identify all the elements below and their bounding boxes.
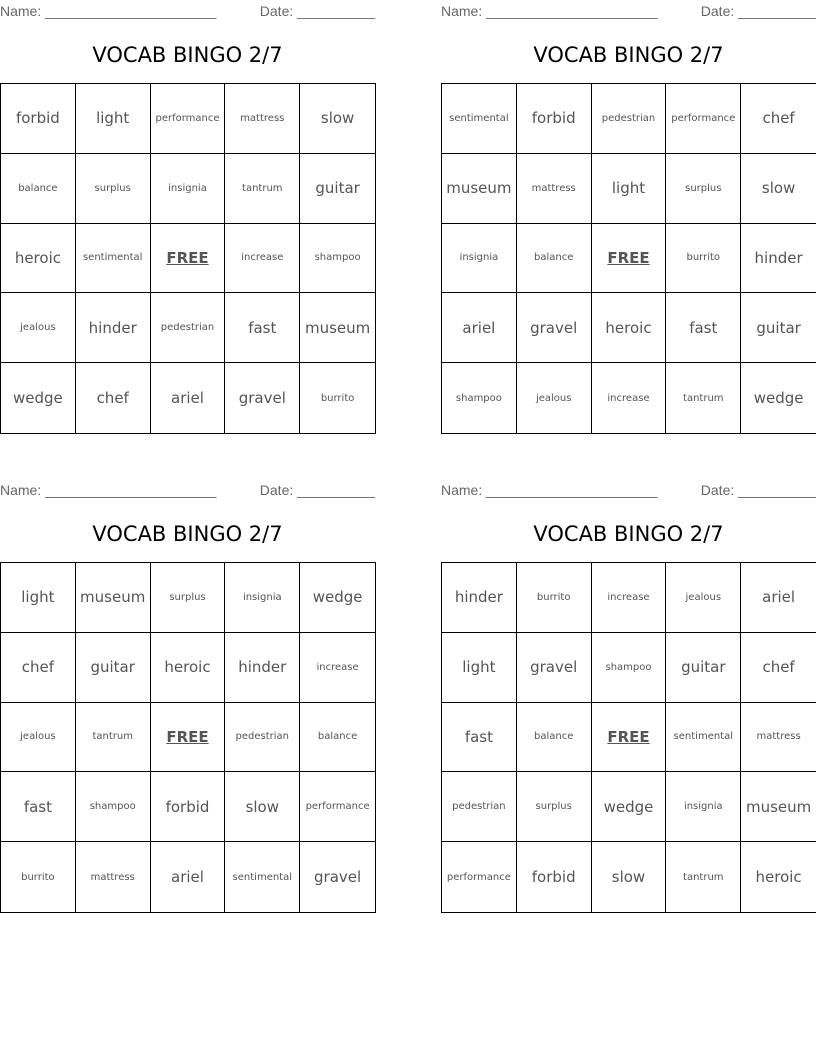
bingo-cell: heroic bbox=[151, 633, 226, 703]
bingo-cell: fast bbox=[666, 293, 741, 363]
bingo-cell: jealous bbox=[517, 363, 592, 433]
date-field: Date: __________ bbox=[259, 3, 375, 19]
bingo-cell: slow bbox=[300, 84, 375, 154]
bingo-cell: heroic bbox=[755, 868, 802, 887]
bingo-cell: jealous bbox=[1, 293, 76, 363]
free-space: FREE bbox=[151, 703, 226, 773]
bingo-cell: fast bbox=[442, 703, 517, 773]
bingo-cell: forbid bbox=[1, 84, 76, 154]
bingo-cell: light bbox=[76, 84, 151, 154]
bingo-cell: hinder bbox=[741, 224, 816, 294]
bingo-cell: tantrum bbox=[76, 703, 151, 773]
bingo-cell: pedestrian bbox=[592, 84, 667, 154]
bingo-cell: mattress bbox=[225, 84, 300, 154]
bingo-cell: gravel bbox=[517, 633, 592, 703]
bingo-cell: sentimental bbox=[666, 703, 741, 773]
bingo-cell: light bbox=[442, 633, 517, 703]
bingo-cell: surplus bbox=[76, 154, 151, 224]
bingo-cell: tantrum bbox=[666, 363, 741, 433]
bingo-cell: balance bbox=[300, 703, 375, 773]
bingo-cell: ariel bbox=[151, 363, 226, 433]
bingo-cell: sentimental bbox=[76, 224, 151, 294]
card-header bbox=[441, 0, 816, 22]
card-title: VOCAB BINGO 2/7 bbox=[92, 522, 283, 546]
bingo-cell: increase bbox=[592, 363, 667, 433]
bingo-cell: surplus bbox=[517, 772, 592, 842]
bingo-cell: mattress bbox=[741, 703, 816, 773]
card-title: VOCAB BINGO 2/7 bbox=[533, 522, 724, 546]
bingo-cell: museum bbox=[442, 154, 517, 224]
bingo-cell: insignia bbox=[151, 154, 226, 224]
bingo-cell: pedestrian bbox=[442, 772, 517, 842]
bingo-cell: chef bbox=[741, 84, 816, 154]
bingo-cell: balance bbox=[1, 154, 76, 224]
bingo-cell: sentimental bbox=[225, 842, 300, 912]
bingo-cell: chef bbox=[741, 633, 816, 703]
bingo-cell: fast bbox=[1, 772, 76, 842]
date-field: Date: __________ bbox=[259, 482, 375, 498]
bingo-grid bbox=[0, 562, 376, 913]
card-title: VOCAB BINGO 2/7 bbox=[92, 43, 283, 67]
bingo-cell: chef bbox=[76, 363, 151, 433]
card-header bbox=[0, 479, 375, 501]
bingo-cell: surplus bbox=[151, 563, 226, 633]
bingo-cell: slow bbox=[592, 842, 667, 912]
bingo-cell: hinder bbox=[76, 293, 151, 363]
bingo-cell: tantrum bbox=[666, 842, 741, 912]
bingo-cell: performance bbox=[442, 842, 517, 912]
bingo-cell: balance bbox=[517, 224, 592, 294]
bingo-grid bbox=[441, 562, 816, 913]
bingo-cell: shampoo bbox=[442, 363, 517, 433]
bingo-cell: forbid bbox=[517, 84, 592, 154]
bingo-cell: insignia bbox=[442, 224, 517, 294]
bingo-cell: balance bbox=[517, 703, 592, 773]
name-field: Name: ______________________ bbox=[441, 3, 658, 19]
date-field: Date: __________ bbox=[700, 3, 816, 19]
bingo-cell: performance bbox=[151, 84, 226, 154]
bingo-grid bbox=[441, 83, 816, 434]
bingo-cell: wedge bbox=[753, 389, 804, 408]
bingo-cell: wedge bbox=[592, 772, 667, 842]
bingo-cell: gravel bbox=[517, 293, 592, 363]
bingo-cell: jealous bbox=[666, 563, 741, 633]
card-header bbox=[0, 0, 375, 22]
free-space: FREE bbox=[151, 224, 226, 294]
bingo-cell: shampoo bbox=[76, 772, 151, 842]
bingo-cell: mattress bbox=[76, 842, 151, 912]
bingo-cell: light bbox=[1, 563, 76, 633]
bingo-cell: burrito bbox=[1, 842, 76, 912]
bingo-cell: burrito bbox=[517, 563, 592, 633]
bingo-cell: wedge bbox=[300, 563, 375, 633]
bingo-cell: pedestrian bbox=[225, 703, 300, 773]
bingo-cell: increase bbox=[225, 224, 300, 294]
bingo-cell: fast bbox=[225, 293, 300, 363]
bingo-cell: increase bbox=[592, 563, 667, 633]
bingo-cell: burrito bbox=[320, 392, 355, 404]
bingo-cell: ariel bbox=[442, 293, 517, 363]
bingo-cell: jealous bbox=[1, 703, 76, 773]
name-field: Name: ______________________ bbox=[441, 482, 658, 498]
bingo-cell: forbid bbox=[517, 842, 592, 912]
bingo-cell: sentimental bbox=[442, 84, 517, 154]
bingo-cell: museum bbox=[76, 563, 151, 633]
name-field: Name: ______________________ bbox=[0, 3, 217, 19]
bingo-cell: museum bbox=[741, 772, 816, 842]
bingo-cell: tantrum bbox=[225, 154, 300, 224]
bingo-cell: guitar bbox=[76, 633, 151, 703]
free-space: FREE bbox=[592, 224, 667, 294]
bingo-cell: gravel bbox=[225, 363, 300, 433]
date-field: Date: __________ bbox=[700, 482, 816, 498]
bingo-cell: pedestrian bbox=[151, 293, 226, 363]
bingo-cell: shampoo bbox=[592, 633, 667, 703]
bingo-cell: performance bbox=[666, 84, 741, 154]
bingo-cell: hinder bbox=[225, 633, 300, 703]
bingo-cell: guitar bbox=[741, 293, 816, 363]
bingo-cell: hinder bbox=[442, 563, 517, 633]
bingo-cell: guitar bbox=[300, 154, 375, 224]
bingo-grid bbox=[0, 83, 376, 434]
bingo-cell: insignia bbox=[225, 563, 300, 633]
bingo-cell: mattress bbox=[517, 154, 592, 224]
bingo-cell: burrito bbox=[666, 224, 741, 294]
free-space: FREE bbox=[592, 703, 667, 773]
bingo-cell: slow bbox=[225, 772, 300, 842]
bingo-cell: insignia bbox=[666, 772, 741, 842]
bingo-cell: surplus bbox=[666, 154, 741, 224]
card-title: VOCAB BINGO 2/7 bbox=[533, 43, 724, 67]
bingo-cell: increase bbox=[300, 633, 375, 703]
bingo-cell: guitar bbox=[666, 633, 741, 703]
bingo-cell: chef bbox=[1, 633, 76, 703]
bingo-cell: forbid bbox=[151, 772, 226, 842]
name-field: Name: ______________________ bbox=[0, 482, 217, 498]
card-header bbox=[441, 479, 816, 501]
bingo-cell: light bbox=[592, 154, 667, 224]
bingo-cell: shampoo bbox=[300, 224, 375, 294]
bingo-cell: heroic bbox=[1, 224, 76, 294]
bingo-cell: heroic bbox=[592, 293, 667, 363]
bingo-cell: performance bbox=[300, 772, 375, 842]
bingo-cell: ariel bbox=[741, 563, 816, 633]
bingo-cell: museum bbox=[300, 293, 375, 363]
bingo-cell: ariel bbox=[151, 842, 226, 912]
bingo-cell: wedge bbox=[1, 363, 76, 433]
bingo-cell: gravel bbox=[314, 868, 362, 887]
bingo-cell: slow bbox=[741, 154, 816, 224]
